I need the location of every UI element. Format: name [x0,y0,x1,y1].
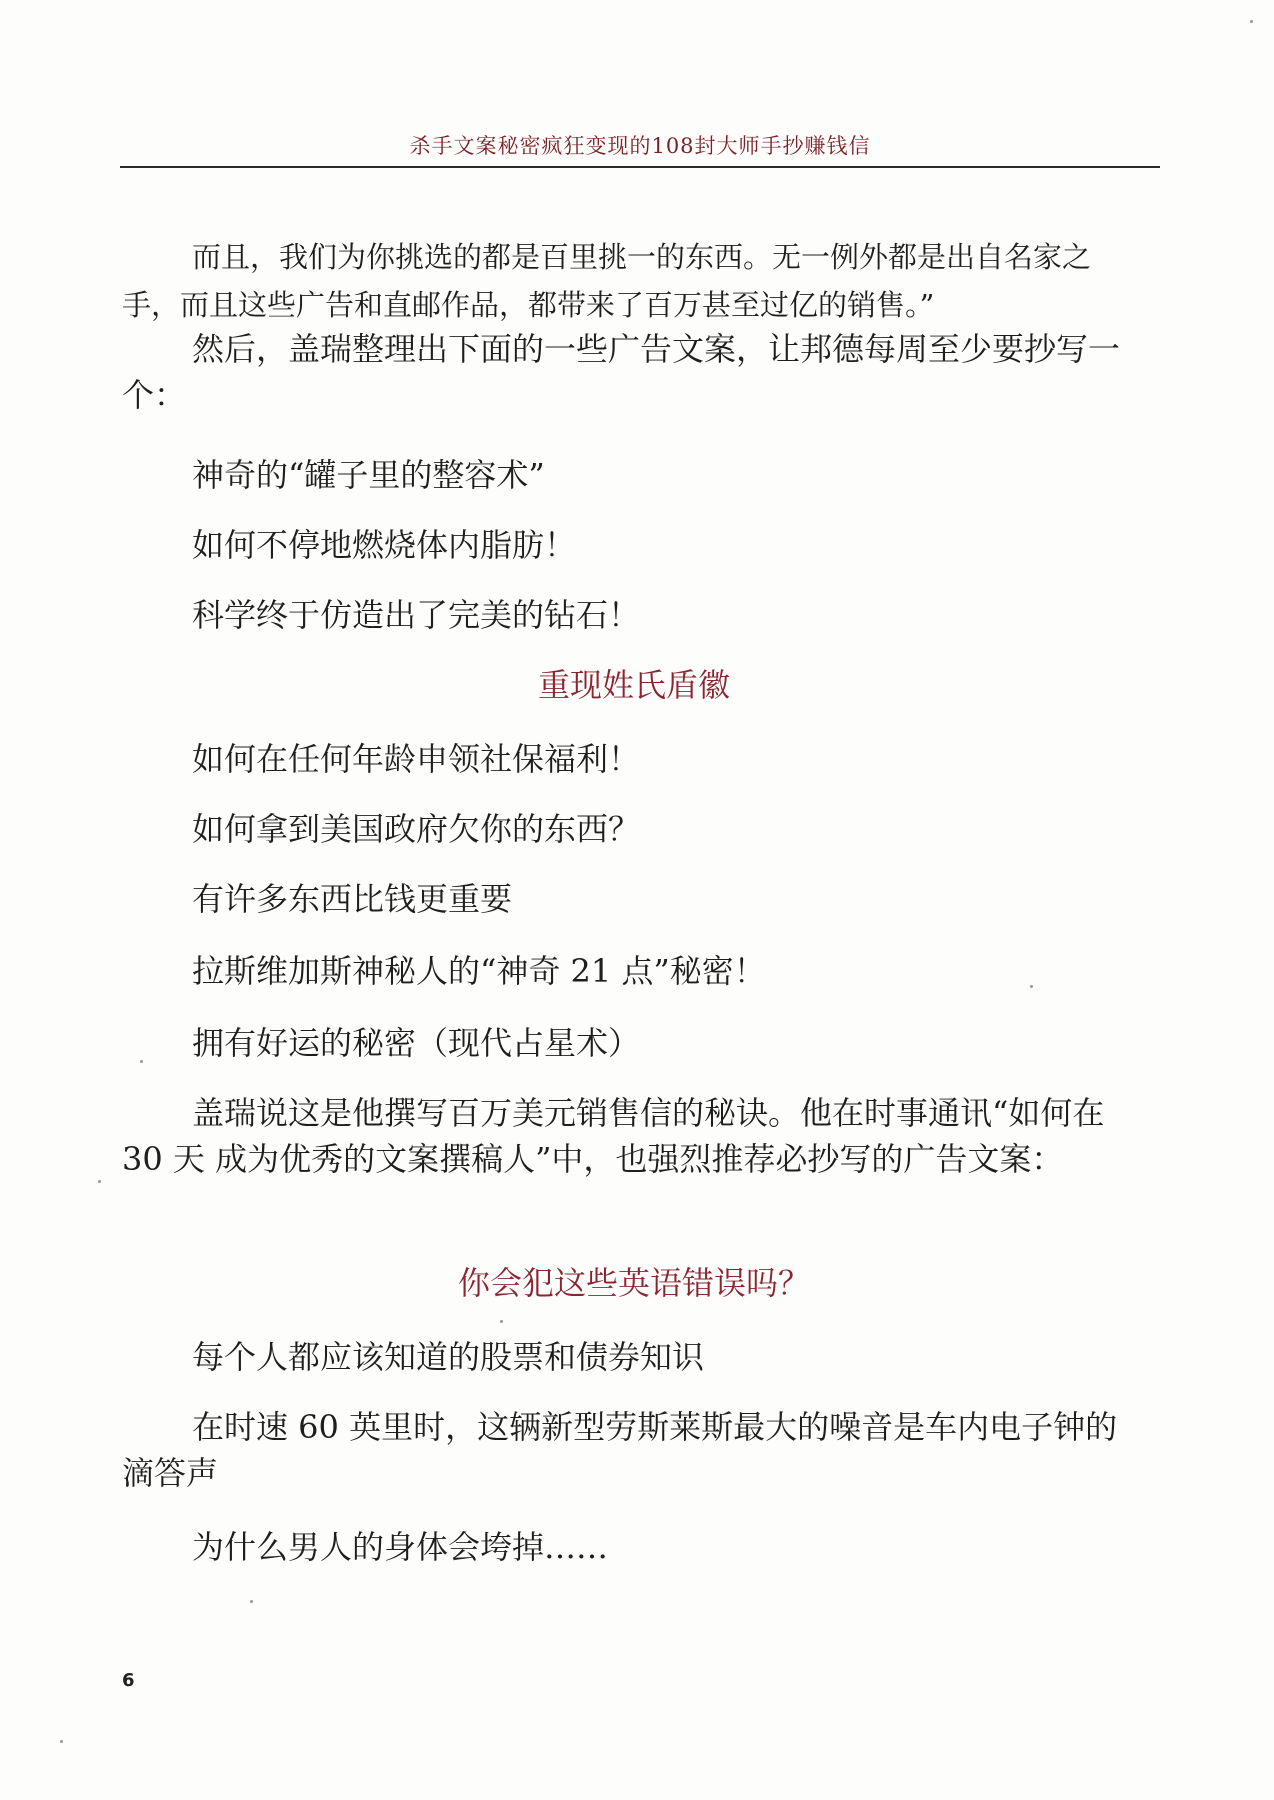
headline-item: 如何拿到美国政府欠你的东西？ [192,810,641,848]
headline-item: 拥有好运的秘密（现代占星术） [192,1024,641,1062]
headline-item: 有许多东西比钱更重要 [192,880,513,918]
paragraph-setup: 然后，盖瑞整理出下面的一些广告文案，让邦德每周至少要抄写一个： [122,330,1121,414]
headline-item: 为什么男人的身体会垮掉…… [192,1528,609,1566]
running-header: 杀手文案秘密疯狂变现的108封大师手抄赚钱信 [409,134,871,158]
headline-paragraph: 在时速 60 英里时，这辆新型劳斯莱斯最大的噪音是车内电子钟的滴答声 [122,1408,1118,1492]
headline-item: 科学终于仿造出了完美的钻石！ [192,596,641,634]
centered-headline: 重现姓氏盾徽 [537,666,730,704]
scan-speck [98,1180,101,1183]
scan-speck [60,1740,63,1743]
headline-item: 神奇的“罐子里的整容术” [192,456,545,494]
page-number: 6 [122,1670,135,1691]
headline-item: 如何不停地燃烧体内脂肪！ [192,526,577,564]
headline-item: 拉斯维加斯神秘人的“神奇 21 点”秘密！ [192,952,766,990]
paragraph-secret: 盖瑞说这是他撰写百万美元销售信的秘诀。他在时事通讯“如何在 30 天 成为优秀的文案撰稿人”中，也强烈推荐必抄写的广告文案： [122,1094,1105,1178]
scan-speck [250,1600,253,1603]
scan-speck [140,1060,143,1063]
centered-headline: 你会犯这些英语错误吗？ [457,1264,810,1302]
scan-speck [500,1320,503,1323]
headline-item: 如何在任何年龄申领社保福利！ [192,740,641,778]
paragraph-intro: 而且，我们为你挑选的都是百里挑一的东西。无一例外都是出自名家之 手，而且这些广告和直邮作品，都带来了百万甚至过亿的销售。” [122,240,1092,322]
scan-speck [1030,985,1033,988]
scan-speck [1250,20,1253,23]
headline-item: 每个人都应该知道的股票和债券知识 [192,1338,705,1376]
header-rule [120,166,1160,168]
